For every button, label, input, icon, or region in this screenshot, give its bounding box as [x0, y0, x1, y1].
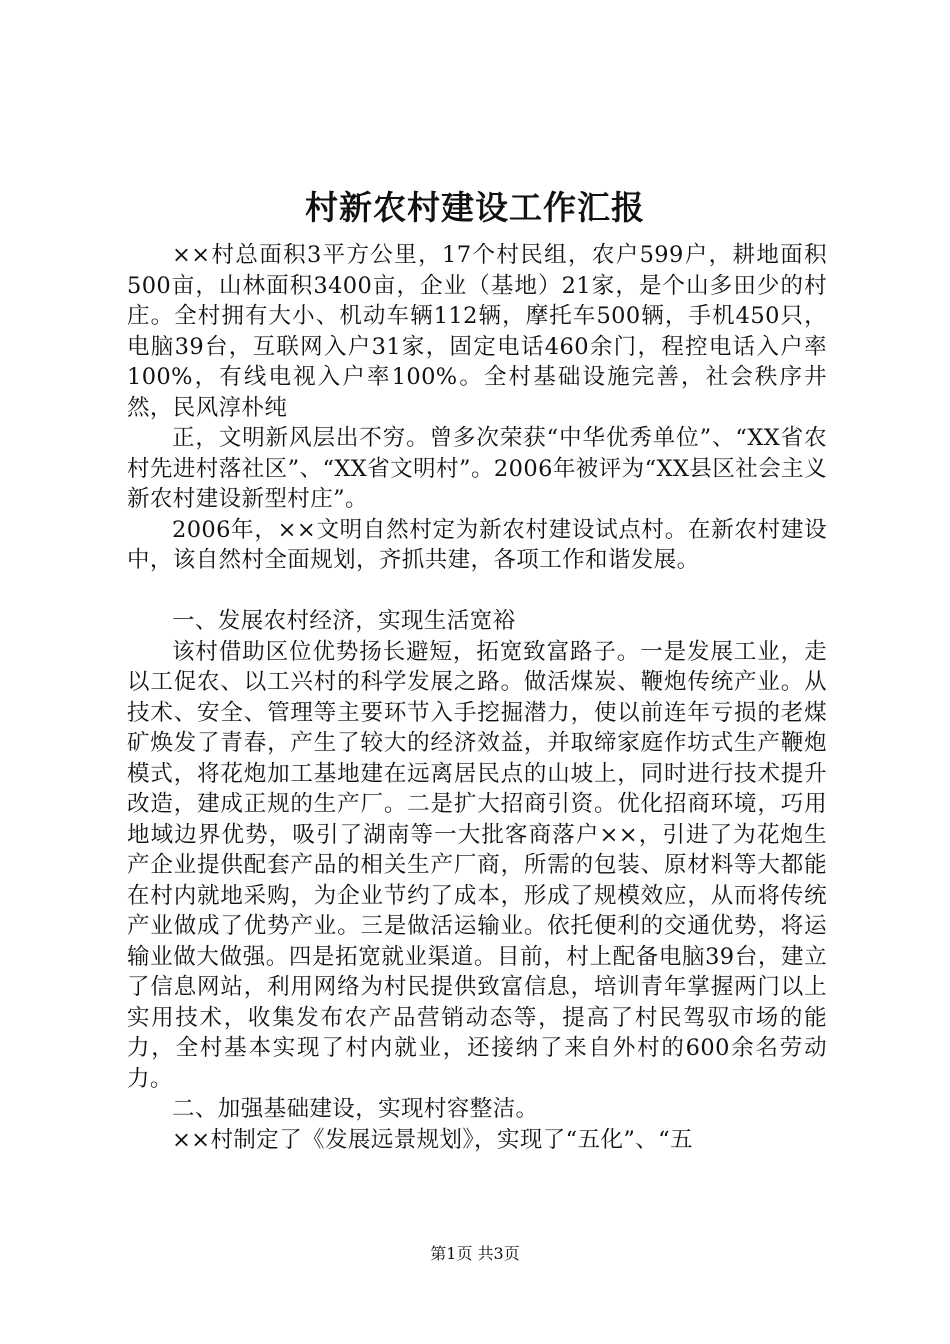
document-body [127, 240, 827, 1155]
intro-paragraph-3: 2006年，××文明自然村定为新农村建设试点村。在新农村建设中，该自然村全面规划，齐抓共建，各项工作和谐发展。 [127, 516, 827, 573]
intro-paragraph-1: ××村总面积3平方公里，17个村民组，农户599户，耕地面积500亩，山林面积3400亩，企业（基地）21家，是个山多田少的村庄。全村拥有大小、机动车辆112辆，摩托车500辆，手机450只，电脑39台，互联网入户31家，固定电话460余门，程控电话入户率100%，有线电视入户率100%。全村基础设施完善，社会秩序井然，民风淳朴纯 [127, 242, 827, 421]
paragraph-spacer [127, 576, 827, 607]
document-title: 村新农村建设工作汇报 [305, 188, 645, 227]
section-2-body: ××村制定了《发展远景规划》，实现了“五化”、“五 [172, 1126, 693, 1153]
intro-paragraph-2: 正，文明新风层出不穷。曾多次荣获“中华优秀单位”、“XX省农村先进村落社区”、“XX省文明村”。2006年被评为“XX县区社会主义新农村建设新型村庄”。 [127, 425, 827, 512]
section-2-heading: 二、加强基础建设，实现村容整洁。 [172, 1096, 539, 1122]
page-number-footer: 第1页 共3页 [430, 1244, 520, 1263]
section-1-body: 该村借助区位优势扬长避短，拓宽致富路子。一是发展工业，走以工促农、以工兴村的科学发展之路。做活煤炭、鞭炮传统产业。从技术、安全、管理等主要环节入手挖掘潜力，使以前连年亏损的老煤矿焕发了青春，产生了较大的经济效益，并取缔家庭作坊式生产鞭炮模式，将花炮加工基地建在远离居民点的山坡上，同时进行技术提升改造，建成正规的生产厂。二是扩大招商引资。优化招商环境，巧用地域边界优势，吸引了湖南等一大批客商落户××，引进了为花炮生产企业提供配套产品的相关生产厂商，所需的包装、原材料等大都能在村内就地采购，为企业节约了成本，形成了规模效应，从而将传统产业做成了优势产业。三是做活运输业。依托便利的交通优势，将运输业做大做强。四是拓宽就业渠道。目前，村上配备电脑39台，建立了信息网站，利用网络为村民提供致富信息，培训青年掌握两门以上实用技术，收集发布农产品营销动态等，提高了村民驾驭市场的能力，全村基本实现了村内就业，还接纳了来自外村的600余名劳动力。 [127, 638, 827, 1092]
section-1-heading: 一、发展农村经济，实现生活宽裕 [172, 608, 516, 634]
